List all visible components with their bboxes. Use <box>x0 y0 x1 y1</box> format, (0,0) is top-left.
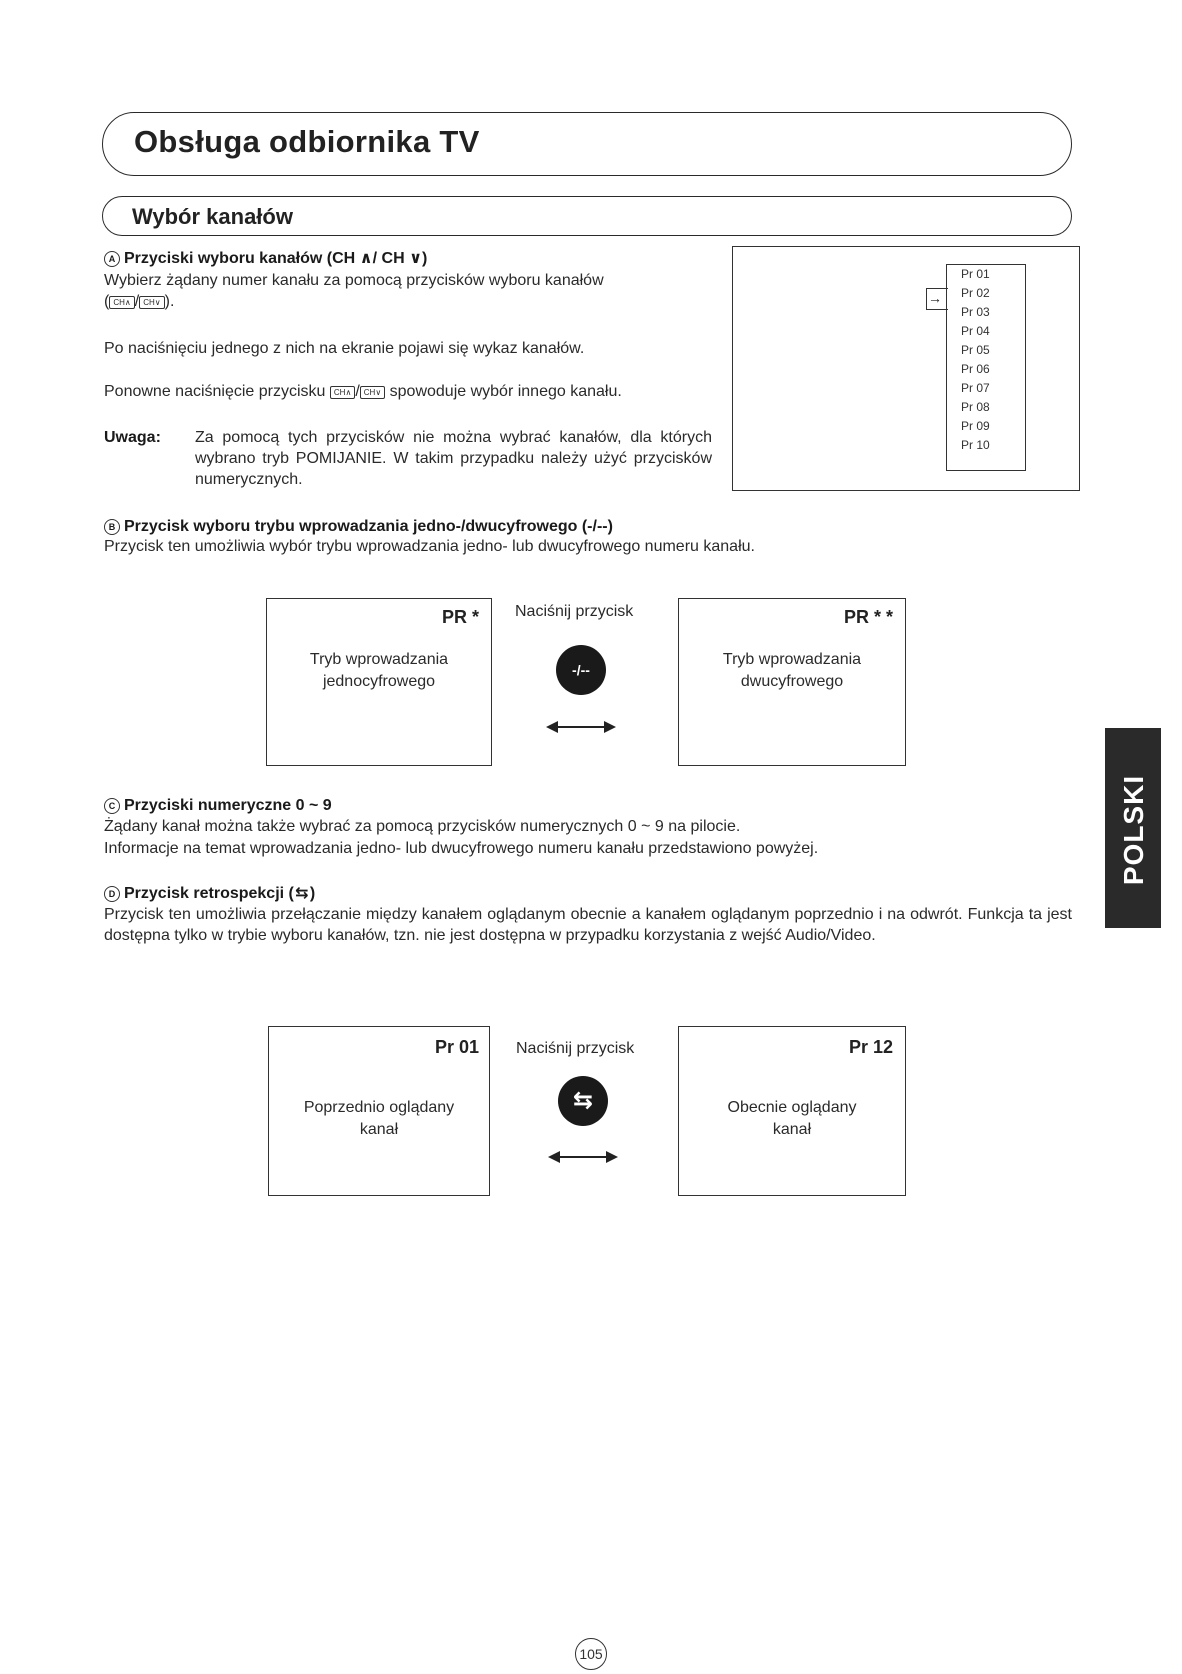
screen-header: PR * * <box>843 607 893 627</box>
screen-line-1: Obecnie oglądany <box>727 1099 857 1116</box>
list-item: Pr 10 <box>961 438 990 452</box>
note-label: Uwaga: <box>104 429 161 446</box>
section-c-line-2: Informacje na temat wprowadzania jedno- lub dwucyfrowego numeru kanału przedstawiono powyżej. <box>104 840 819 857</box>
current-channel-screen <box>678 1026 906 1196</box>
marker-d: D <box>104 886 120 902</box>
list-item: Pr 02 <box>961 286 990 300</box>
channel-list <box>946 264 1026 471</box>
list-item: Pr 01 <box>961 267 990 281</box>
screen-line-2: dwucyfrowego <box>740 673 844 690</box>
screen-line-2: jednocyfrowego <box>322 673 436 690</box>
note-text: Za pomocą tych przycisków nie można wybrać kanałów, dla których wybrano tryb POMIJANIE. W takim przypadku należy użyć przycisków numerycznych. <box>195 429 712 488</box>
marker-a: A <box>104 251 120 267</box>
list-item: Pr 07 <box>961 381 990 395</box>
section-a-heading: A Przyciski wyboru kanałów (CH ∧/ CH ∨) <box>104 248 427 269</box>
section-a-paragraph-1: Wybierz żądany numer kanału za pomocą przycisków wyboru kanałów ( CH∧ / CH∨ ). <box>104 272 604 310</box>
ch-up-button-icon: CH∧ <box>109 296 134 309</box>
marker-b: B <box>104 519 120 535</box>
screen-line-2: kanał <box>359 1121 399 1138</box>
screen-line-1: Tryb wprowadzania <box>309 651 449 668</box>
single-digit-screen <box>266 598 492 766</box>
list-item: Pr 08 <box>961 400 990 414</box>
list-item: Pr 03 <box>961 305 990 319</box>
section-b-text: Przycisk ten umożliwia wybór trybu wprowadzania jedno- lub dwucyfrowego numeru kanału. <box>104 538 755 555</box>
section-d-heading: D Przycisk retrospekcji (⇆) <box>104 883 315 904</box>
screen-header: Pr 12 <box>848 1037 893 1057</box>
marker-c: C <box>104 798 120 814</box>
double-arrow-icon <box>550 1156 616 1158</box>
list-item: Pr 06 <box>961 362 990 376</box>
language-tab <box>1105 728 1161 928</box>
language-tab-label: POLSKI <box>1118 774 1149 886</box>
list-item: Pr 04 <box>961 324 990 338</box>
section-b-heading: B Przycisk wyboru trybu wprowadzania jedno-/dwucyfrowego (-/--) <box>104 516 613 537</box>
screen-line-2: kanał <box>772 1121 812 1138</box>
screen-header: PR * <box>441 607 479 627</box>
double-digit-screen <box>678 598 906 766</box>
screen-header: Pr 01 <box>434 1037 479 1057</box>
arrow-right-icon: → <box>928 290 942 306</box>
list-item: Pr 09 <box>961 419 990 433</box>
channel-list-screen <box>732 246 1080 491</box>
section-c-heading: C Przyciski numeryczne 0 ~ 9 <box>104 795 332 816</box>
section-a-paragraph-3: Ponowne naciśnięcie przycisku CH∧ / CH∨ spowoduje wybór innego kanału. <box>104 383 622 400</box>
list-item: Pr 05 <box>961 343 990 357</box>
previous-channel-screen <box>268 1026 490 1196</box>
section-title: Wybór kanałów <box>132 204 293 229</box>
section-d-text: Przycisk ten umożliwia przełączanie między kanałem oglądanym obecnie a kanałem oglądanym poprzednio i na odwrót. Funkcja ta jest dostępna tylko w trybie wyboru kanałów, tzn. nie jest dostępna w przypadku korzystania z wejść Audio/Video. <box>104 906 1072 944</box>
press-button-label: Naciśnij przycisk <box>516 1040 635 1057</box>
press-button-label: Naciśnij przycisk <box>515 603 634 620</box>
digit-mode-button-icon: -/-- <box>556 645 606 695</box>
section-a-paragraph-2: Po naciśnięciu jednego z nich na ekranie pojawi się wykaz kanałów. <box>104 340 585 357</box>
ch-down-button-icon: CH∨ <box>360 386 385 399</box>
screen-line-1: Tryb wprowadzania <box>722 651 862 668</box>
screen-line-1: Poprzednio oglądany <box>303 1099 455 1116</box>
recall-button-icon: ⇆ <box>558 1076 608 1126</box>
recall-icon: ⇆ <box>295 885 309 902</box>
page-number: 105 <box>575 1638 607 1670</box>
page-title: Obsługa odbiornika TV <box>134 124 480 159</box>
double-arrow-icon <box>548 726 614 728</box>
section-c-line-1: Żądany kanał można także wybrać za pomocą przycisków numerycznych 0 ~ 9 na pilocie. <box>104 818 741 835</box>
ch-down-button-icon: CH∨ <box>139 296 164 309</box>
ch-up-button-icon: CH∧ <box>330 386 355 399</box>
